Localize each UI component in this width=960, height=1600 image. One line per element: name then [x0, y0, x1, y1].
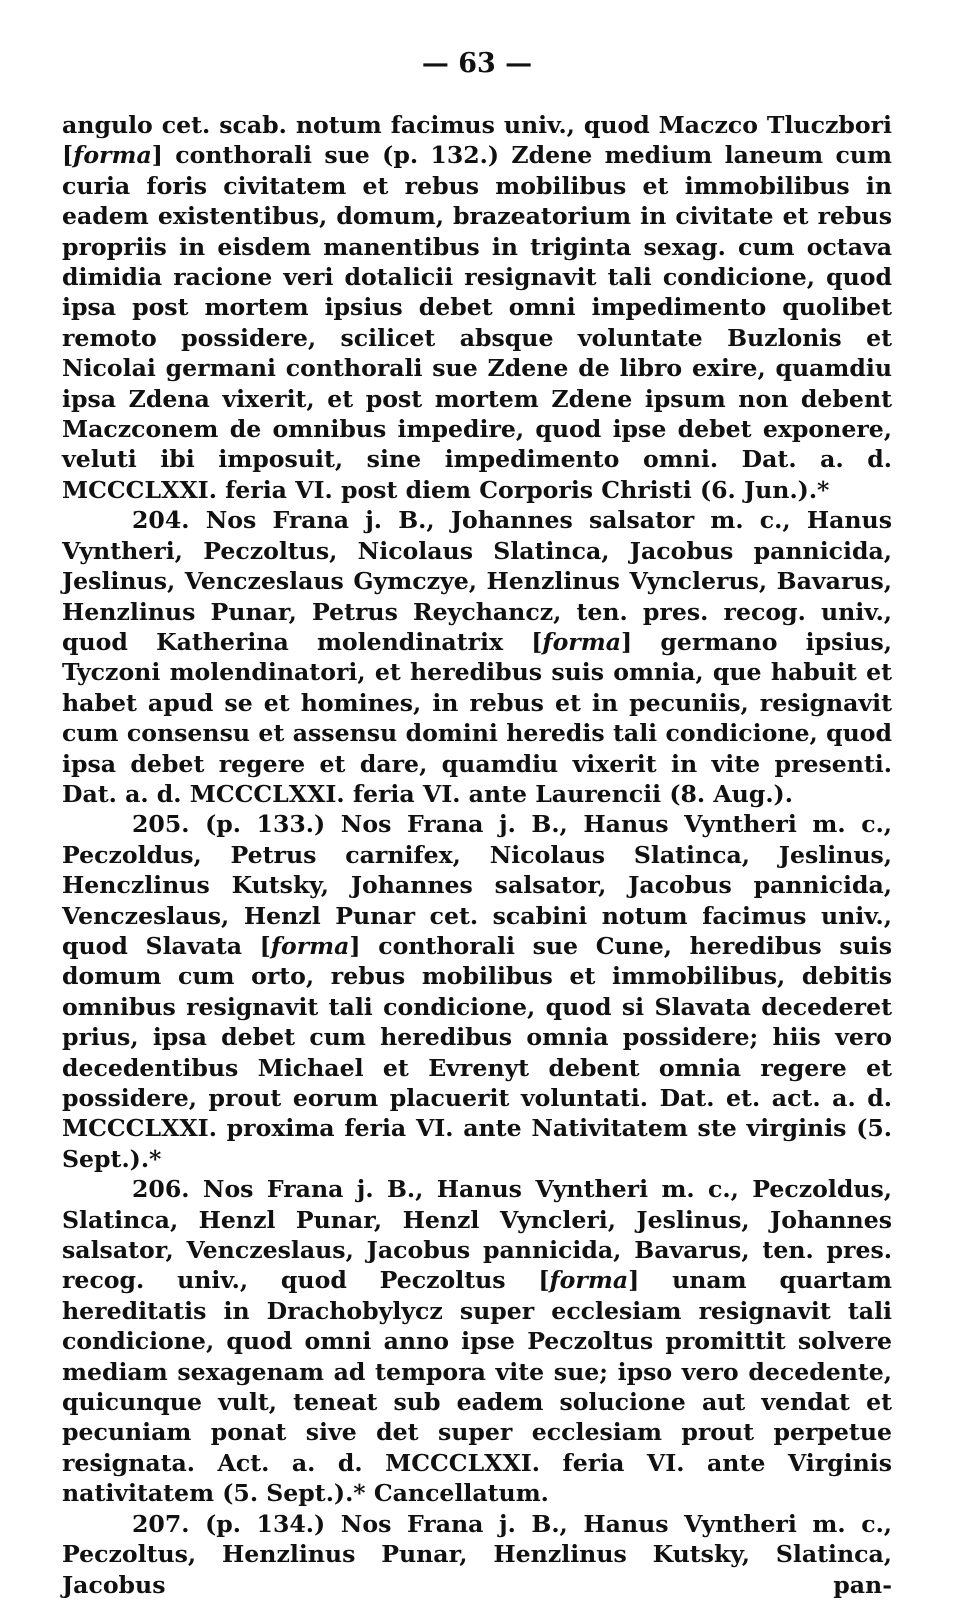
text-fragment: 206. Nos Frana j. B., Hanus Vyntheri m. c., Peczoldus, Slatinca, Henzl Punar, Henzl Vyncleri, Jeslinus, Johannes salsator, Venczeslaus, Jacobus pannicida, Bavarus, ten. pres. recog. univ., quod Peczoltus [ [62, 1175, 892, 1295]
entry-paragraph [62, 1174, 892, 1508]
page-number: — 63 — [421, 48, 533, 79]
text-fragment: ] conthorali sue Cune, heredibus suis domum cum orto, rebus mobilibus et immobilibus, debitis omnibus resignavit tali condicione, quod si Slavata decederet prius, ipsa debet cum heredibus omnia possidere; hiis vero decedentibus Michael et Evrenyt debent omnia regere et possidere, prout eorum placuerit voluntati. Dat. et. act. a. d. MCCCLXXI. proxima feria VI. ante Nativitatem ste virginis (5. Sept.).* [62, 931, 892, 1173]
text-fragment: ] germano ipsius, Tyczoni molendinatori, et heredibus suis omnia, que habuit et habet apud se et homines, in rebus et in pecuniis, resignavit cum consensu et assensu domini heredis tali condicione, quod ipsa debet regere et dare, quamdiu vixerit in vite presenti. Dat. a. d. MCCCLXXI. feria VI. ante Laurencii (8. Aug.). [62, 627, 892, 808]
document-page [62, 48, 892, 1600]
entry-paragraph [62, 505, 892, 809]
text-fragment: 204. Nos Frana j. B., Johannes salsator m. c., Hanus Vyntheri, Peczoltus, Nicolaus Slatinca, Jacobus pannicida, Jeslinus, Venczeslaus Gymczye, Henzlinus Vynclerus, Bavarus, Henzlinus Punar, Petrus Reychancz, ten. pres. recog. univ., quod Katherina molendinatrix [ [62, 506, 892, 656]
entry-paragraph [62, 809, 892, 1174]
italic-word: forma [73, 141, 152, 170]
entry-paragraph [62, 1509, 892, 1600]
italic-word: forma [270, 931, 350, 960]
continuation-paragraph [62, 110, 892, 505]
italic-word: forma [542, 627, 621, 656]
italic-word: forma [549, 1266, 629, 1295]
text-fragment: 207. (p. 134.) Nos Frana j. B., Hanus Vyntheri m. c., Peczoltus, Henzlinus Punar, Henzlinus Kutsky, Slatinca, Jacobus pan- [62, 1509, 892, 1599]
text-fragment: ] unam quartam hereditatis in Drachobylycz super ecclesiam resignavit tali condicione, quod omni anno ipse Peczoltus promittit solvere mediam sexagenam ad tempora vite sue; ipso vero decedente, quicunque vult, teneat sub eadem solucione aut vendat et pecuniam ponat sive det super ecclesiam prout perpetue resignata. Act. a. d. MCCCLXXI. feria VI. ante Virginis nativitatem (5. Sept.).* Cancellatum. [62, 1266, 892, 1508]
text-fragment: ] conthorali sue (p. 132.) Zdene medium laneum cum curia foris civitatem et rebus mobilibus et immobilibus in eadem existentibus, domum, brazeatorium in civitate et rebus propriis in eisdem manentibus in triginta sexag. cum octava dimidia racione veri dotalicii resignavit tali condicione, quod ipsa post mortem ipsius debet omni impedimento quolibet remoto possidere, scilicet absque voluntate Buzlonis et Nicolai germani conthorali sue Zdene de libro exire, quamdiu ipsa Zdena vixerit, et post mortem Zdene ipsum non debent Maczconem de omnibus impedire, quod ipse debet exponere, veluti ibi imposuit, sine impedimento omni. Dat. a. d. MCCCLXXI. feria VI. post diem Corporis Christi (6. Jun.).* [62, 141, 892, 504]
text-fragment: 205. (p. 133.) Nos Frana j. B., Hanus Vyntheri m. c., Peczoldus, Petrus carnifex, Nicolaus Slatinca, Jeslinus, Henczlinus Kutsky, Johannes salsator, Jacobus pannicida, Venczeslaus, Henzl Punar cet. scabini notum facimus univ., quod Slavata [ [62, 810, 892, 960]
body-text [62, 110, 892, 1600]
text-fragment: angulo cet. scab. notum facimus univ., quod Maczco Tluczbori [ [62, 111, 892, 170]
